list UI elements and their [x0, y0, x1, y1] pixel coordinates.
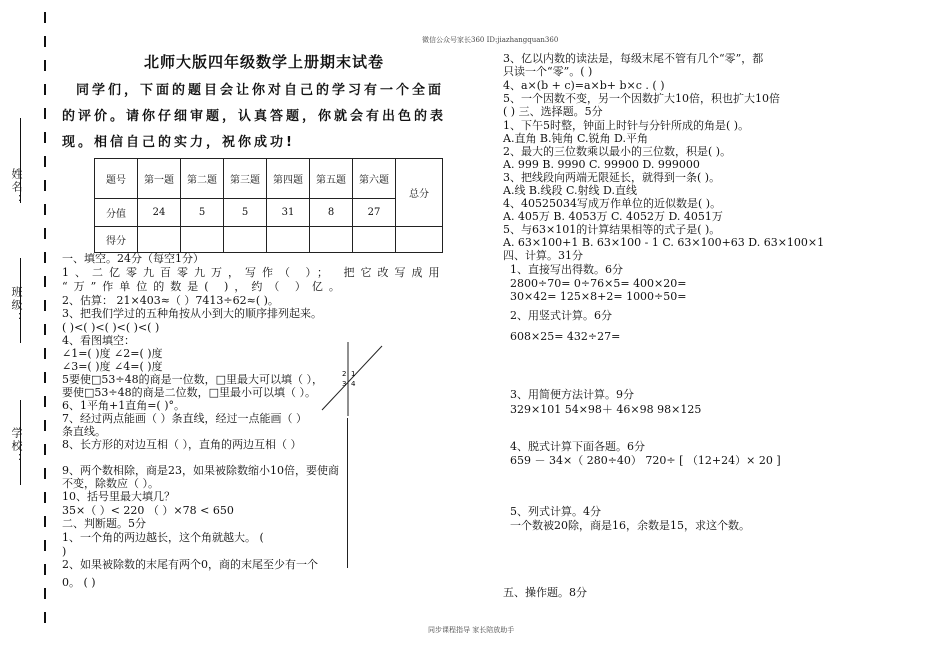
right-line: 只读一个“零”。( ) [503, 65, 593, 78]
score-cell-6[interactable] [353, 227, 396, 253]
left-line: 2、如果被除数的末尾有两个0，商的末尾至少有一个 [62, 558, 318, 571]
points-5: 8 [310, 199, 353, 227]
right-line: A.直角 B.钝角 C.锐角 D.平角 [503, 132, 648, 145]
footer-text: 同步课程指导 家长陪放助手 [428, 626, 515, 634]
left-line: 9、两个数相除，商是23，如果被除数缩小10倍，要使商 [62, 464, 339, 477]
row-label-points: 分值 [95, 199, 138, 227]
score-cell-2[interactable] [181, 227, 224, 253]
intro-line-1: 同学们，下面的题目会让你对自己的学习有一个全面 [76, 83, 445, 98]
angle-2-label: 2 [342, 370, 347, 378]
left-line: 7、经过两点能画（ ）条直线，经过一点能画（ ） [62, 412, 307, 425]
left-line: 3、把我们学过的五种角按从小到大的顺序排列起来。 [62, 307, 322, 320]
left-line: 1、一个角的两边越长，这个角就越大。 ( [62, 531, 264, 544]
score-table [94, 158, 443, 253]
col-total: 总分 [396, 159, 443, 227]
score-cell-total[interactable] [396, 227, 443, 253]
col-3: 第三题 [224, 159, 267, 199]
left-line: 6、1平角+1直角=( )°。 [62, 399, 186, 412]
left-line: 10、括号里最大填几？ [62, 490, 175, 503]
intro-line-2: 的评价。请你仔细审题，认真答题，你就会有出色的表 [62, 109, 447, 124]
right-line: A. 999 B. 9990 C. 99900 D. 999000 [503, 158, 700, 171]
right-line: A.线 B.线段 C.射线 D.直线 [503, 184, 637, 197]
col-4: 第四题 [267, 159, 310, 199]
right-line: 329×101 54×98＋ 46×98 98×125 [510, 403, 702, 416]
left-line: 1、二亿零九百零九万，写作（ ）； 把它改写成用 [62, 266, 446, 279]
col-1: 第一题 [138, 159, 181, 199]
col-5: 第五题 [310, 159, 353, 199]
right-line: 2、最大的三位数乘以最小的三位数，积是( )。 [503, 145, 732, 158]
right-line: 3、用简便方法计算。9分 [510, 388, 634, 401]
angle-4-label: 4 [351, 380, 356, 388]
left-line: 不变，除数应（ ）。 [62, 477, 159, 490]
right-line: 2、用竖式计算。6分 [510, 309, 612, 322]
right-line: A. 63×100+1 B. 63×100 - 1 C. 63×100+63 D. 63×100×1 [503, 236, 825, 249]
class-label: 班级： [10, 286, 23, 325]
col-6: 第六题 [353, 159, 396, 199]
right-line: 3、把线段向两端无限延长，就得到一条( )。 [503, 171, 721, 184]
intro-line-3: 现。相信自己的实力，祝你成功! [62, 135, 295, 150]
angle-figure [318, 338, 388, 418]
right-line: 四、计算。31分 [503, 249, 583, 262]
right-line: 5、列式计算。4分 [510, 505, 601, 518]
left-line: 4、看图填空： [62, 334, 135, 347]
name-label: 姓名： [10, 168, 23, 207]
left-line: ∠1=( )度 ∠2=( )度 [62, 347, 163, 360]
left-line: 条直线。 [62, 425, 106, 438]
left-line: ( )<( )<( )<( )<( ) [62, 321, 160, 334]
points-4: 31 [267, 199, 310, 227]
left-line: 要使□53÷48的商是二位数，□里最小可以填（ ）。 [62, 386, 316, 399]
left-line: ) [62, 545, 67, 558]
points-2: 5 [181, 199, 224, 227]
points-3: 5 [224, 199, 267, 227]
left-line: 35×（ ）< 220 （ ）×78 < 650 [62, 504, 234, 517]
right-line: 1、下午5时整，钟面上时针与分针所成的角是( )。 [503, 119, 750, 132]
col-2: 第二题 [181, 159, 224, 199]
left-line: 二、判断题。5分 [62, 517, 146, 530]
header-watermark: 微信公众号家长360 ID:jiazhangquan360 [422, 36, 559, 44]
angle-1-label: 1 [351, 370, 356, 378]
left-line: ∠3=( )度 ∠4=( )度 [62, 360, 163, 373]
score-cell-4[interactable] [267, 227, 310, 253]
right-line: 4、a×(b + c)=a×b+ b×c . ( ) [503, 79, 665, 92]
right-line: 4、40525034写成万作单位的近似数是( )。 [503, 197, 722, 210]
score-cell-3[interactable] [224, 227, 267, 253]
right-line: 3、亿以内数的读法是，每级末尾不管有几个“零”，都 [503, 52, 764, 65]
page-title: 北师大版四年级数学上册期末试卷 [144, 53, 385, 71]
row-label-number: 题号 [95, 159, 138, 199]
school-label: 学校： [10, 427, 23, 466]
right-line: 1、直接写出得数。6分 [510, 263, 623, 276]
score-cell-1[interactable] [138, 227, 181, 253]
right-line: 5、与63×101的计算结果相等的式子是( )。 [503, 223, 721, 236]
score-cell-5[interactable] [310, 227, 353, 253]
row-label-score: 得分 [95, 227, 138, 253]
left-line: 0。 ( ) [62, 576, 96, 589]
right-line: 608×25= 432÷27= [510, 330, 621, 343]
right-line: A. 405万 B. 4053万 C. 4052万 D. 4051万 [503, 210, 723, 223]
left-line: 5要使□53÷48的商是一位数，□里最大可以填（ ）， [62, 373, 323, 386]
right-line: 4、脱式计算下面各题。6分 [510, 440, 645, 453]
column-divider [347, 418, 348, 568]
right-line: 五、操作题。8分 [503, 586, 587, 599]
left-line: 一、填空。24分（每空1分） [62, 252, 204, 265]
right-line: 2800÷70= 0÷76×5= 400×20= [510, 277, 687, 290]
angle-3-label: 3 [342, 380, 347, 388]
left-line: 8、长方形的对边互相（ ），直角的两边互相（ ） [62, 438, 302, 451]
right-line: 5、一个因数不变，另一个因数扩大10倍，积也扩大10倍 [503, 92, 780, 105]
points-6: 27 [353, 199, 396, 227]
right-line: ( ) 三、选择题。5分 [503, 105, 603, 118]
points-1: 24 [138, 199, 181, 227]
left-line: “万”作单位的数是( )，约（ ）亿。 [62, 280, 346, 293]
right-line: 659 － 34×（ 280÷40） 720÷ [ （12+24）× 20 ] [510, 454, 781, 467]
right-line: 30×42= 125×8+2= 1000÷50= [510, 290, 687, 303]
right-line: 一个数被20除，商是16，余数是15，求这个数。 [510, 519, 750, 532]
left-line: 2、估算： 21×403≈（ ）7413÷62≈( )。 [62, 294, 279, 307]
